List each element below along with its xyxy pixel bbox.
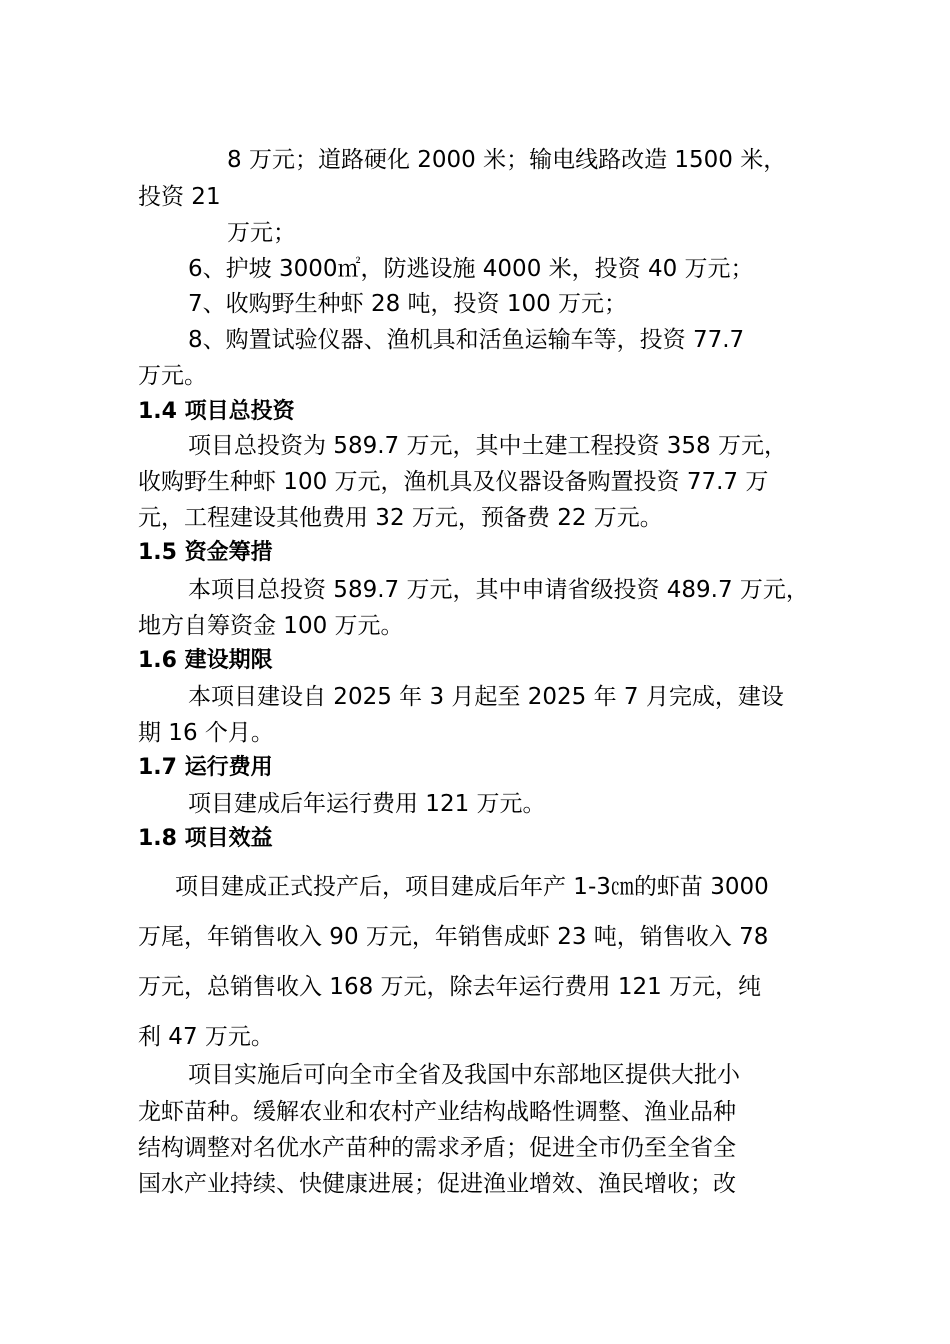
list-item: 7、收购野生种虾 28 吨，投资 100 万元； xyxy=(188,291,628,317)
list-item: 8、购置试验仪器、渔机具和活鱼运输车等，投资 77.7 xyxy=(188,327,745,353)
section-heading-1-8: 1.8 项目效益 xyxy=(138,826,273,851)
paragraph-line: 万元。 xyxy=(138,363,207,389)
list-item: 6、护坡 3000㎡，防逃设施 4000 米，投资 40 万元； xyxy=(188,256,754,282)
paragraph-line: 项目实施后可向全市全省及我国中东部地区提供大批小 xyxy=(188,1062,740,1088)
paragraph-line: 本项目建设自 2025 年 3 月起至 2025 年 7 月完成，建设 xyxy=(188,684,784,710)
section-heading-1-6: 1.6 建设期限 xyxy=(138,648,273,673)
paragraph-line: 地方自筹资金 100 万元。 xyxy=(138,613,404,639)
paragraph-line: 龙虾苗种。缓解农业和农村产业结构战略性调整、渔业品种 xyxy=(138,1099,736,1125)
paragraph-line: 期 16 个月。 xyxy=(138,720,274,746)
paragraph-line: 利 47 万元。 xyxy=(138,1024,274,1050)
paragraph-line: 收购野生种虾 100 万元，渔机具及仪器设备购置投资 77.7 万 xyxy=(138,469,769,495)
paragraph-line: 国水产业持续、快健康进展；促进渔业增效、渔民增收；改 xyxy=(138,1171,736,1197)
paragraph-line: 项目建成后年运行费用 121 万元。 xyxy=(188,791,546,817)
paragraph-line: 投资 21 xyxy=(138,184,221,210)
paragraph-line: 本项目总投资 589.7 万元，其中申请省级投资 489.7 万元， xyxy=(188,577,809,603)
section-heading-1-7: 1.7 运行费用 xyxy=(138,755,273,780)
paragraph-line: 万元，总销售收入 168 万元，除去年运行费用 121 万元，纯 xyxy=(138,974,762,1000)
paragraph-line: 万尾，年销售收入 90 万元，年销售成虾 23 吨，销售收入 78 xyxy=(138,924,769,950)
paragraph-line: 万元； xyxy=(227,220,296,246)
paragraph-line: 项目建成正式投产后，项目建成后年产 1-3㎝的虾苗 3000 xyxy=(175,874,769,900)
section-heading-1-4: 1.4 项目总投资 xyxy=(138,399,295,424)
paragraph-line: 元，工程建设其他费用 32 万元，预备费 22 万元。 xyxy=(138,505,663,531)
paragraph-line: 结构调整对名优水产苗种的需求矛盾；促进全市仍至全省全 xyxy=(138,1135,736,1161)
paragraph-line: 8 万元；道路硬化 2000 米；输电线路改造 1500 米， xyxy=(227,147,787,173)
section-heading-1-5: 1.5 资金筹措 xyxy=(138,540,273,565)
paragraph-line: 项目总投资为 589.7 万元，其中土建工程投资 358 万元， xyxy=(188,433,787,459)
